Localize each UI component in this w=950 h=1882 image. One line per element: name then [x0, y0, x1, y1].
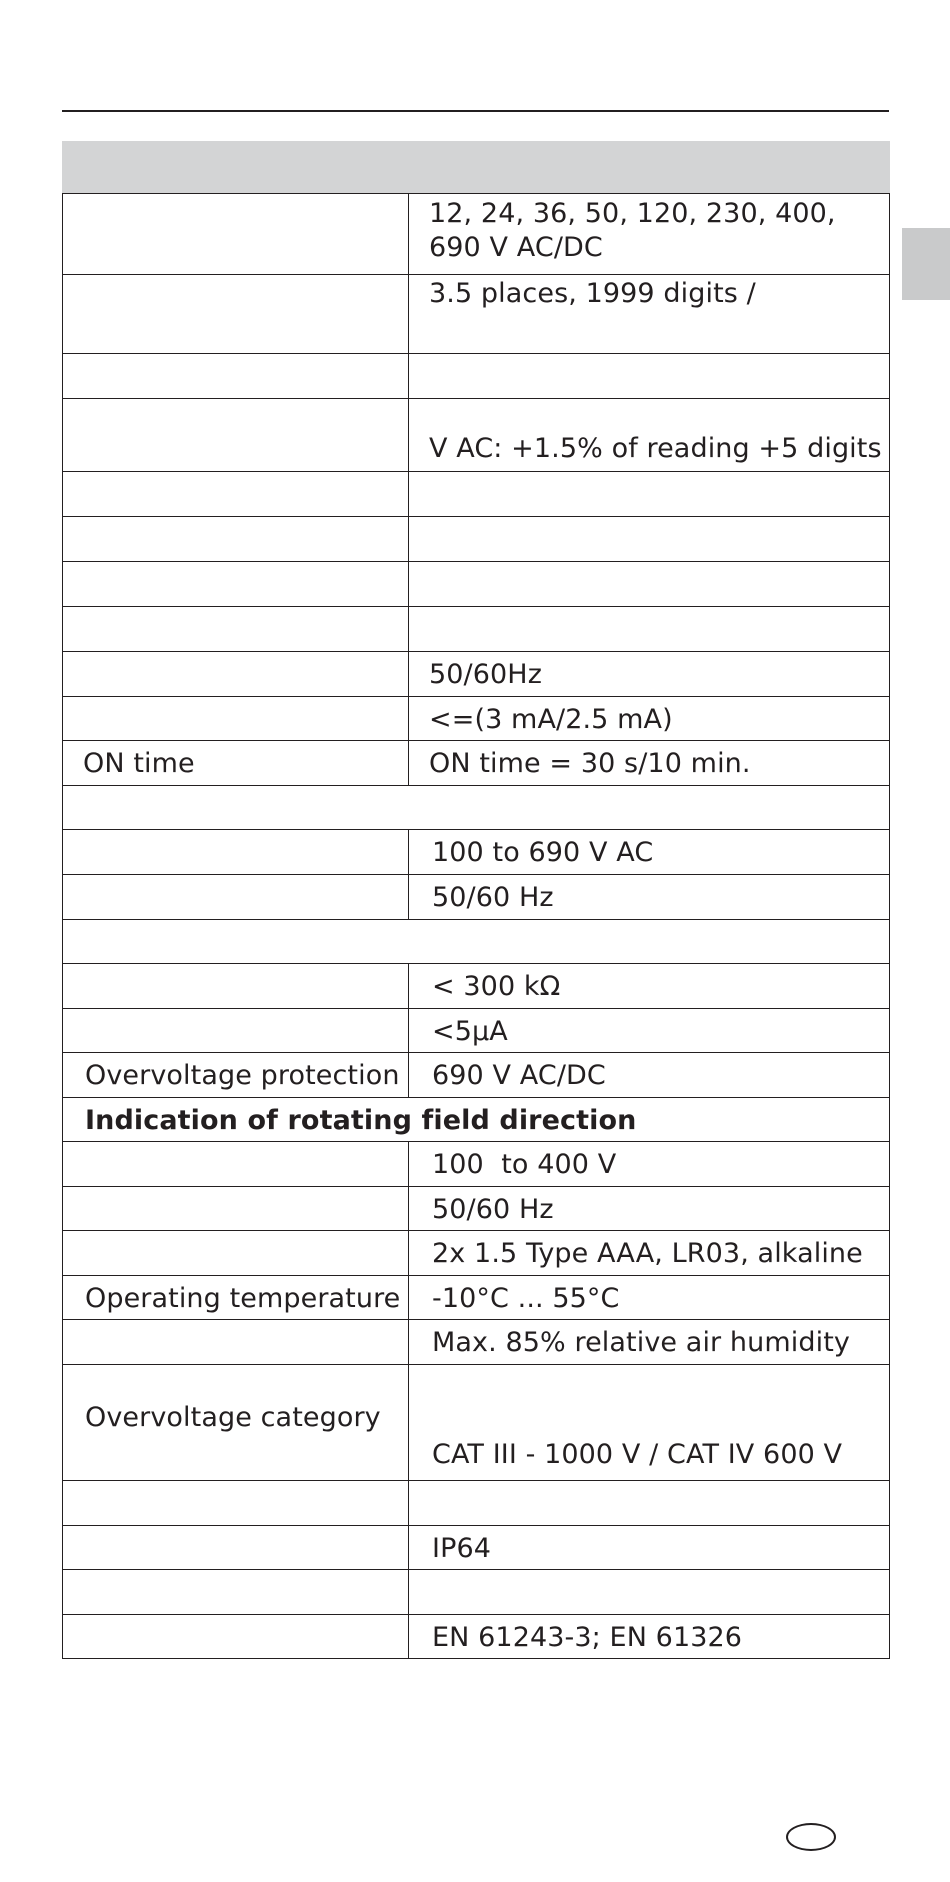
- spec-value-cell: [409, 875, 890, 920]
- spec-label: [63, 1481, 408, 1487]
- table-row: [63, 964, 890, 1009]
- spec-value-cell: [409, 741, 890, 786]
- spec-value: [409, 562, 889, 568]
- spec-label: [63, 1187, 408, 1193]
- spec-label-cell: [63, 562, 409, 607]
- spec-label: [63, 275, 408, 281]
- spec-value-cell: [409, 1570, 890, 1615]
- spec-value-cell: [409, 1276, 890, 1320]
- spec-label-cell: [63, 1009, 409, 1053]
- spec-label-cell: [63, 1187, 409, 1231]
- spec-label-cell: [63, 1615, 409, 1659]
- spec-label-cell: [63, 354, 409, 399]
- spec-label-cell: [63, 1053, 409, 1098]
- spec-label: [63, 830, 408, 836]
- spec-value: <=(3 mA/2.5 mA): [429, 704, 673, 735]
- table-row: [63, 1142, 890, 1187]
- spec-label-cell: [63, 1365, 409, 1481]
- table-row: [63, 1009, 890, 1053]
- spec-value: IP64: [432, 1533, 492, 1564]
- table-row: [63, 1276, 890, 1320]
- specifications-table: [62, 193, 890, 1659]
- table-row: [63, 399, 890, 472]
- spec-value-cell: [409, 1187, 890, 1231]
- spec-label-cell: [63, 275, 409, 354]
- spec-value-cell: [409, 830, 890, 875]
- spec-label: [63, 964, 408, 970]
- spec-value: [409, 1570, 889, 1576]
- spec-value: [409, 354, 889, 360]
- table-row: [63, 697, 890, 741]
- spec-value: 100 to 690 V AC: [432, 837, 654, 868]
- spec-value-cell: [409, 1231, 890, 1276]
- spec-label: [63, 562, 408, 568]
- spec-label-cell: [63, 1526, 409, 1570]
- spec-label-cell: [63, 964, 409, 1009]
- spec-value: 100 to 400 V: [432, 1149, 617, 1180]
- spec-label: [63, 1320, 408, 1326]
- country-code-oval: [786, 1823, 836, 1851]
- spec-label: [63, 1570, 408, 1576]
- top-rule: [62, 110, 889, 112]
- spec-label-cell: [63, 741, 409, 786]
- spec-label: [63, 517, 408, 523]
- spec-label-cell: [63, 652, 409, 697]
- spec-label-cell: [63, 399, 409, 472]
- spec-value: EN 61243-3; EN 61326: [432, 1622, 743, 1653]
- spec-label: Overvoltage category: [85, 1402, 381, 1433]
- spec-value: 690 V AC/DC: [432, 1060, 606, 1091]
- spec-label: [63, 1615, 408, 1621]
- spec-label: ON time: [83, 748, 195, 779]
- table-row: [63, 1053, 890, 1098]
- spec-label: [63, 1142, 408, 1148]
- table-row: [63, 275, 890, 354]
- spec-value-cell: [409, 1009, 890, 1053]
- spec-value: [409, 1481, 889, 1487]
- table-row: [63, 194, 890, 275]
- spec-value: 2x 1.5 Type AAA, LR03, alkaline: [432, 1238, 863, 1269]
- table-row: [63, 1570, 890, 1615]
- spec-value-cell: [409, 1365, 890, 1481]
- spec-label-cell: [63, 607, 409, 652]
- table-row: [63, 562, 890, 607]
- spec-value-cell: [409, 607, 890, 652]
- spec-value-cell: [409, 1053, 890, 1098]
- table-row: [63, 1187, 890, 1231]
- spec-label-cell: [63, 517, 409, 562]
- spec-value: < 300 kΩ: [432, 971, 561, 1002]
- spec-value-cell: [409, 1615, 890, 1659]
- table-row: [63, 1526, 890, 1570]
- table-row: [63, 1320, 890, 1365]
- spec-label-cell: [63, 875, 409, 920]
- spec-label-cell: [63, 830, 409, 875]
- table-row: [63, 354, 890, 399]
- spec-value: 50/60Hz: [429, 659, 542, 690]
- table-row: [63, 830, 890, 875]
- section-heading: Indication of rotating field direction: [85, 1105, 637, 1136]
- spec-label: [63, 1526, 408, 1532]
- table-row: [63, 607, 890, 652]
- spec-value: ON time = 30 s/10 min.: [429, 748, 751, 779]
- section-row: [63, 786, 890, 830]
- table-row: [63, 741, 890, 786]
- spec-value: Max. 85% relative air humidity: [432, 1327, 850, 1358]
- table-row: [63, 472, 890, 517]
- spec-value-cell: [409, 472, 890, 517]
- spec-value: -10°C ... 55°C: [432, 1283, 620, 1314]
- section-heading: [63, 920, 889, 926]
- spec-value-cell: [409, 1320, 890, 1365]
- spec-value-cell: [409, 517, 890, 562]
- section-row: [63, 920, 890, 964]
- spec-value: [409, 517, 889, 523]
- table-header-band: [62, 141, 890, 193]
- spec-label: [63, 1231, 408, 1237]
- table-row: [63, 1615, 890, 1659]
- spec-value-cell: [409, 652, 890, 697]
- spec-value: 3.5 places, 1999 digits /: [429, 278, 756, 309]
- spec-value: <5µA: [432, 1016, 508, 1047]
- spec-label: [63, 1009, 408, 1015]
- spec-value-cell: [409, 562, 890, 607]
- spec-value: 12, 24, 36, 50, 120, 230, 400, 690 V AC/DC: [429, 198, 836, 263]
- page-side-tab: [902, 228, 950, 300]
- spec-label-cell: [63, 697, 409, 741]
- spec-label-cell: [63, 1570, 409, 1615]
- spec-label: [63, 472, 408, 478]
- spec-value-cell: [409, 354, 890, 399]
- spec-value: [409, 607, 889, 613]
- spec-label-cell: [63, 194, 409, 275]
- spec-label: [63, 194, 408, 200]
- spec-value-cell: [409, 964, 890, 1009]
- table-row: [63, 1365, 890, 1481]
- spec-label-cell: [63, 1231, 409, 1276]
- spec-label-cell: [63, 1320, 409, 1365]
- spec-value-cell: [409, 399, 890, 472]
- spec-value-cell: [409, 275, 890, 354]
- table-row: [63, 517, 890, 562]
- spec-value: V AC: +1.5% of reading +5 digits: [429, 433, 882, 464]
- section-row: [63, 1098, 890, 1142]
- section-cell: [63, 1098, 890, 1142]
- spec-value-cell: [409, 1142, 890, 1187]
- spec-label-cell: [63, 1276, 409, 1320]
- spec-label: [63, 399, 408, 405]
- table-row: [63, 875, 890, 920]
- spec-label: Operating temperature: [85, 1283, 401, 1314]
- spec-value-cell: [409, 1481, 890, 1526]
- spec-value: 50/60 Hz: [432, 882, 554, 913]
- section-heading: [63, 786, 889, 792]
- spec-label: [63, 607, 408, 613]
- table-row: [63, 1231, 890, 1276]
- spec-value-cell: [409, 1526, 890, 1570]
- spec-value-cell: [409, 697, 890, 741]
- spec-value: [409, 472, 889, 478]
- spec-label-cell: [63, 472, 409, 517]
- spec-label: [63, 875, 408, 881]
- spec-label: Overvoltage protection: [85, 1060, 400, 1091]
- spec-label-cell: [63, 1481, 409, 1526]
- spec-value: 50/60 Hz: [432, 1194, 554, 1225]
- section-cell: [63, 920, 890, 964]
- table-row: [63, 652, 890, 697]
- spec-label: [63, 697, 408, 703]
- spec-label: [63, 652, 408, 658]
- section-cell: [63, 786, 890, 830]
- spec-label-cell: [63, 1142, 409, 1187]
- spec-value: CAT III - 1000 V / CAT IV 600 V: [432, 1439, 843, 1470]
- spec-label: [63, 354, 408, 360]
- table-row: [63, 1481, 890, 1526]
- spec-value-cell: [409, 194, 890, 275]
